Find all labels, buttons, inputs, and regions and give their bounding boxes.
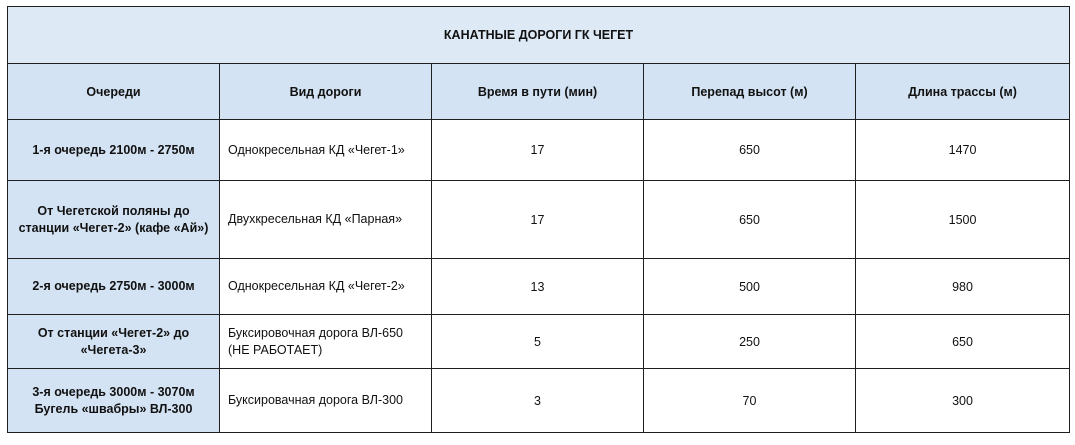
queue-cell: 2-я очередь 2750м - 3000м [8, 259, 220, 315]
cable-cars-table [7, 6, 1070, 433]
lift-type-cell: Однокресельная КД «Чегет-2» [220, 259, 432, 315]
travel-time-cell: 17 [432, 181, 644, 259]
lift-type-cell: Однокресельная КД «Чегет-1» [220, 120, 432, 181]
table-title: КАНАТНЫЕ ДОРОГИ ГК ЧЕГЕТ [8, 7, 1070, 64]
title-row [8, 7, 1070, 64]
lift-type-cell: Двухкресельная КД «Парная» [220, 181, 432, 259]
track-length-cell: 300 [856, 369, 1070, 433]
column-header-queues: Очереди [8, 64, 220, 120]
track-length-cell: 1500 [856, 181, 1070, 259]
table-row [8, 181, 1070, 259]
table-row [8, 120, 1070, 181]
track-length-cell: 980 [856, 259, 1070, 315]
elevation-drop-cell: 250 [644, 315, 856, 369]
queue-cell: 3-я очередь 3000м - 3070м Бугель «швабры» ВЛ-300 [8, 369, 220, 433]
travel-time-cell: 5 [432, 315, 644, 369]
elevation-drop-cell: 500 [644, 259, 856, 315]
table-row [8, 369, 1070, 433]
elevation-drop-cell: 650 [644, 181, 856, 259]
column-header-elevation-drop: Перепад высот (м) [644, 64, 856, 120]
elevation-drop-cell: 70 [644, 369, 856, 433]
column-header-lift-type: Вид дороги [220, 64, 432, 120]
queue-cell: 1-я очередь 2100м - 2750м [8, 120, 220, 181]
lift-type-cell: Буксировачная дорога ВЛ-300 [220, 369, 432, 433]
header-row [8, 64, 1070, 120]
queue-cell: От станции «Чегет-2» до «Чегета-3» [8, 315, 220, 369]
track-length-cell: 650 [856, 315, 1070, 369]
travel-time-cell: 17 [432, 120, 644, 181]
table-row [8, 315, 1070, 369]
queue-cell: От Чегетской поляны до станции «Чегет-2» (кафе «Ай») [8, 181, 220, 259]
track-length-cell: 1470 [856, 120, 1070, 181]
travel-time-cell: 3 [432, 369, 644, 433]
elevation-drop-cell: 650 [644, 120, 856, 181]
column-header-track-length: Длина трассы (м) [856, 64, 1070, 120]
column-header-travel-time: Время в пути (мин) [432, 64, 644, 120]
table-row [8, 259, 1070, 315]
travel-time-cell: 13 [432, 259, 644, 315]
lift-type-cell: Буксировочная дорога ВЛ-650 (НЕ РАБОТАЕТ) [220, 315, 432, 369]
